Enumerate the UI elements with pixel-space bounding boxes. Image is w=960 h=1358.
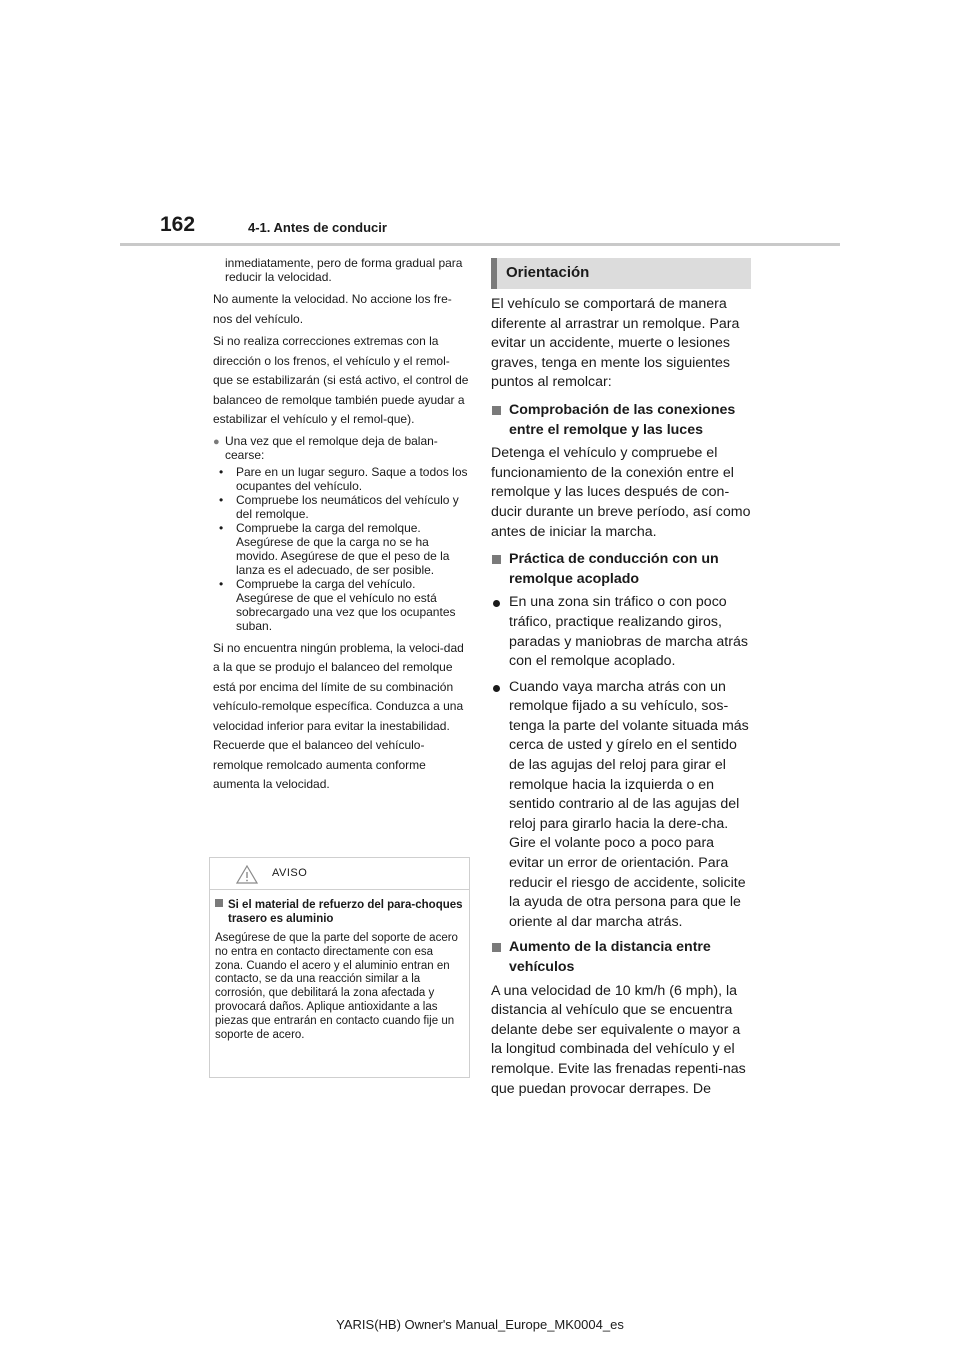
- footer-text: YARIS(HB) Owner's Manual_Europe_MK0004_es: [336, 1317, 624, 1332]
- square-bullet-icon: [492, 555, 501, 564]
- paragraph: A una velocidad de 10 km/h (6 mph), la distancia al vehículo que se encuentra delante debe ser equivalente o mayor a la longitud combinada del vehículo y el remolque. Evite las frenadas repenti-nas que puedan provocar derrapes. De: [491, 982, 746, 1097]
- warning-title: AVISO: [272, 867, 308, 879]
- header-divider: [120, 243, 840, 246]
- bullet-item: [491, 593, 751, 671]
- square-bullet-icon: [492, 406, 501, 415]
- subheading: [491, 938, 751, 977]
- warning-subheading-text: Si el material de refuerzo del para-choques trasero es aluminio: [228, 899, 463, 925]
- square-bullet-icon: [215, 899, 223, 907]
- list-item: • Compruebe los neumáticos del vehículo y del remolque.: [213, 493, 469, 521]
- bullet-item: [491, 678, 751, 933]
- subheading-text: Aumento de la distancia entre vehículos: [509, 939, 711, 975]
- warning-body: Asegúrese de que la parte del soporte de acero no entra en contacto directamente con esa zona. Cuando el acero y el aluminio entran en contacto, se da una reacción similar a la corrosión, que debilitará la zona afectada y provocará daños. Aplique antioxidante a las piezas que entrarán en contacto cuando fije un soporte de acero.: [215, 932, 458, 1041]
- subheading-text: Práctica de conducción con un remolque acoplado: [509, 551, 719, 587]
- page-number: 162: [160, 213, 196, 236]
- right-column: [491, 258, 751, 1107]
- bullet-text: Una vez que el remolque deja de balan-cearse:: [225, 433, 438, 462]
- bullet-text: Cuando vaya marcha atrás con un remolque fijado a su vehículo, sos-tenga la parte del volante situada más cerca de usted y gírelo en el sentido de las agujas del reloj para girar el remolque hacia la izquierda o en sentido contrario al de las agujas del reloj para girarlo hacia la dere-cha. Gire el volante poco a poco para evitar un error de orientación. Para reducir el riesgo de accidente, solicite la ayuda de otra persona para que le oriente al dar marcha atrás.: [509, 678, 749, 930]
- list-item: • Compruebe la carga del vehículo. Asegúrese de que el vehículo no está sobrecargado una vez que los ocupantes suban.: [213, 577, 469, 633]
- subheading: [491, 550, 751, 589]
- bullet-item: [213, 434, 469, 462]
- warning-header: [210, 858, 469, 890]
- square-bullet-icon: [492, 943, 501, 952]
- paragraph: Si no realiza correcciones extremas con la dirección o los frenos, el vehículo y el remol-que se estabilizarán (si está activo, el control de balanceo de remolque también puede ayudar a estabilizar el vehículo y el remol-que).: [213, 334, 469, 426]
- bullet-dot-icon: [493, 600, 500, 607]
- check-list: [213, 465, 469, 633]
- warning-subheading: [210, 890, 469, 926]
- section-box-title: Orientación: [506, 264, 590, 281]
- list-item: • Pare en un lugar seguro. Saque a todos los ocupantes del vehículo.: [213, 465, 469, 493]
- paragraph: Si no encuentra ningún problema, la veloci-dad a la que se produjo el balanceo del remolque está por encima del límite de su combinación vehículo-remolque específica. Conduzca a una velocidad inferior para evitar la inestabilidad. Recuerde que el balanceo del vehículo-remolque remolcado aumenta conforme aumenta la velocidad.: [213, 640, 464, 791]
- subheading: [491, 401, 751, 440]
- bullet-text: En una zona sin tráfico o con poco tráfico, practique realizando giros, paradas y maniobras de marcha atrás con el remolque acoplado.: [509, 594, 748, 670]
- warning-triangle-icon: [236, 865, 258, 889]
- section-box: [491, 258, 751, 289]
- bullet-dot-icon: ●: [213, 435, 220, 448]
- paragraph: Detenga el vehículo y compruebe el funcionamiento de la conexión entre el remolque y las luces después de con-ducir durante un breve período, así como antes de iniciar la marcha.: [491, 445, 751, 540]
- bullet-dot-icon: [493, 685, 500, 692]
- warning-box: [209, 857, 470, 1078]
- paragraph: No aumente la velocidad. No accione los fre-nos del vehículo.: [213, 292, 452, 326]
- section-box-accent: [491, 258, 497, 289]
- section-title: 4-1. Antes de conducir: [248, 220, 387, 235]
- continued-text: inmediatamente, pero de forma gradual para reducir la velocidad.: [225, 256, 463, 284]
- intro-paragraph: El vehículo se comportará de manera diferente al arrastrar un remolque. Para evitar un accidente, muerte o lesiones graves, tenga en mente los siguientes puntos al remolcar:: [491, 296, 740, 391]
- left-column: [213, 256, 469, 798]
- subheading-text: Comprobación de las conexiones entre el remolque y las luces: [509, 401, 736, 438]
- list-item: • Compruebe la carga del remolque. Asegúrese de que la carga no se ha movido. Asegúrese de que el peso de la lanza es el adecuado, de ser posible.: [213, 521, 469, 577]
